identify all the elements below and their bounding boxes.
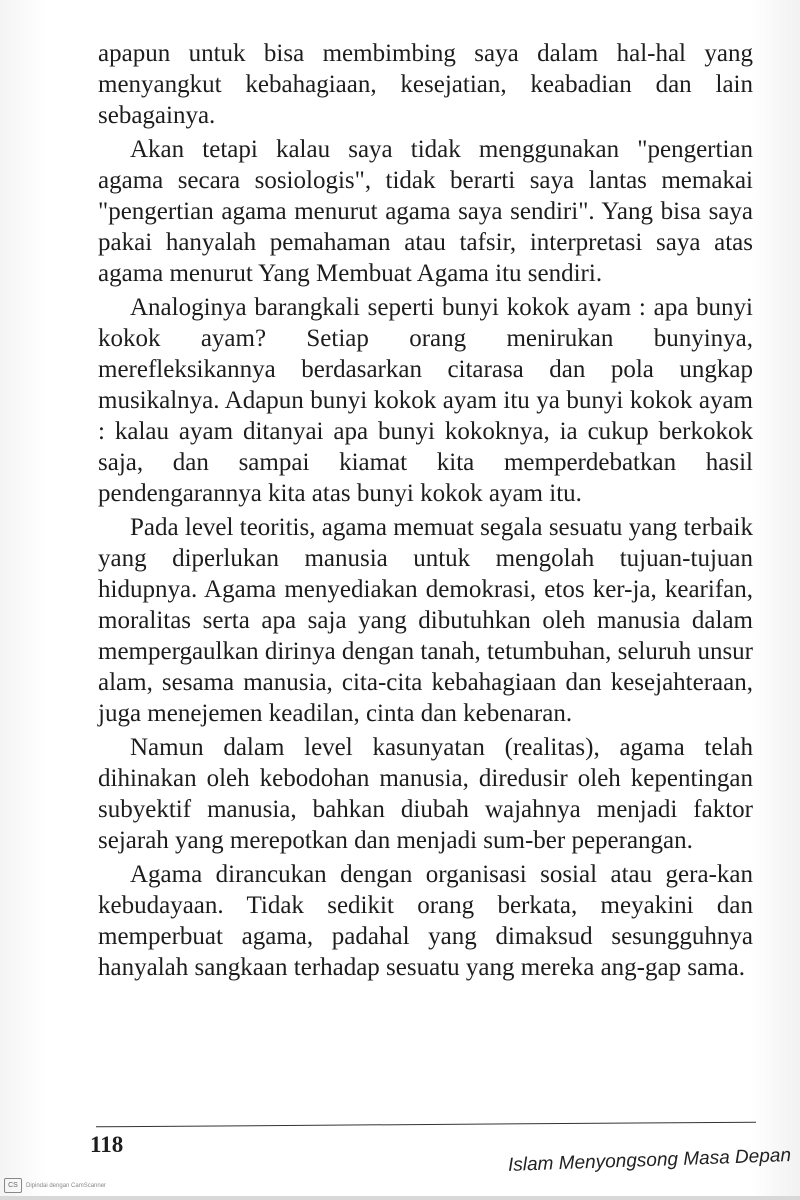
scanner-caption: Dipindai dengan CamScanner [26,1182,107,1189]
page-edge [0,1196,800,1200]
paragraph: Analoginya barangkali seperti bunyi kokok ayam : apa bunyi kokok ayam? Setiap orang menirukan bunyinya, merefleksikannya berdasarkan citarasa dan pola ungkap musikalnya. Adapun bunyi kokok ayam itu ya bunyi kokok ayam : kalau ayam ditanyai apa bunyi kokoknya, ia cukup berkokok saja, dan sampai kiamat kita memperdebatkan hasil pendengarannya kita atas bunyi kokok ayam itu. [98,294,753,507]
paragraph: Pada level teoritis, agama memuat segala sesuatu yang terbaik yang diperlukan manusia untuk mengolah tujuan-tujuan hidupnya. Agama menyediakan demokrasi, etos ker-ja, kearifan, moralitas serta apa saja yang dibutuhkan oleh manusia dalam mempergaulkan dirinya dengan tanah, tetumbuhan, seluruh unsur alam, sesama manusia, cita-cita kebahagiaan dan kesejahteraan, juga menejemen keadilan, cinta dan kebenaran. [98,514,753,727]
paragraph: Namun dalam level kasunyatan (realitas), agama telah dihinakan oleh kebodohan manusia, diredusir oleh kepentingan subyektif manusia, bahkan diubah wajahnya menjadi faktor sejarah yang merepotkan dan menjadi sum-ber peperangan. [98,734,753,854]
camscanner-icon: CS [4,1178,22,1193]
paragraph: apapun untuk bisa membimbing saya dalam hal-hal yang menyangkut kebahagiaan, kesejatian, keabadian dan lain sebagainya. [98,40,753,129]
body-text [98,38,753,983]
footer-rule [96,1122,756,1128]
paragraph: Akan tetapi kalau saya tidak menggunakan "pengertian agama secara sosiologis", tidak berarti saya lantas memakai "pengertian agama menurut agama saya sendiri". Yang bisa saya pakai hanyalah pemahaman atau tafsir, interpretasi saya atas agama menurut Yang Membuat Agama itu sendiri. [98,136,753,287]
scanner-watermark [4,1178,106,1193]
page-number: 118 [90,1132,124,1157]
paragraph: Agama dirancukan dengan organisasi sosial atau gera-kan kebudayaan. Tidak sedikit orang berkata, meyakini dan memperbuat agama, padahal yang dimaksud sesungguhnya hanyalah sangkaan terhadap sesuatu yang mereka ang-gap sama. [98,861,753,981]
running-title: Islam Menyongsong Masa Depan [507,1145,792,1176]
